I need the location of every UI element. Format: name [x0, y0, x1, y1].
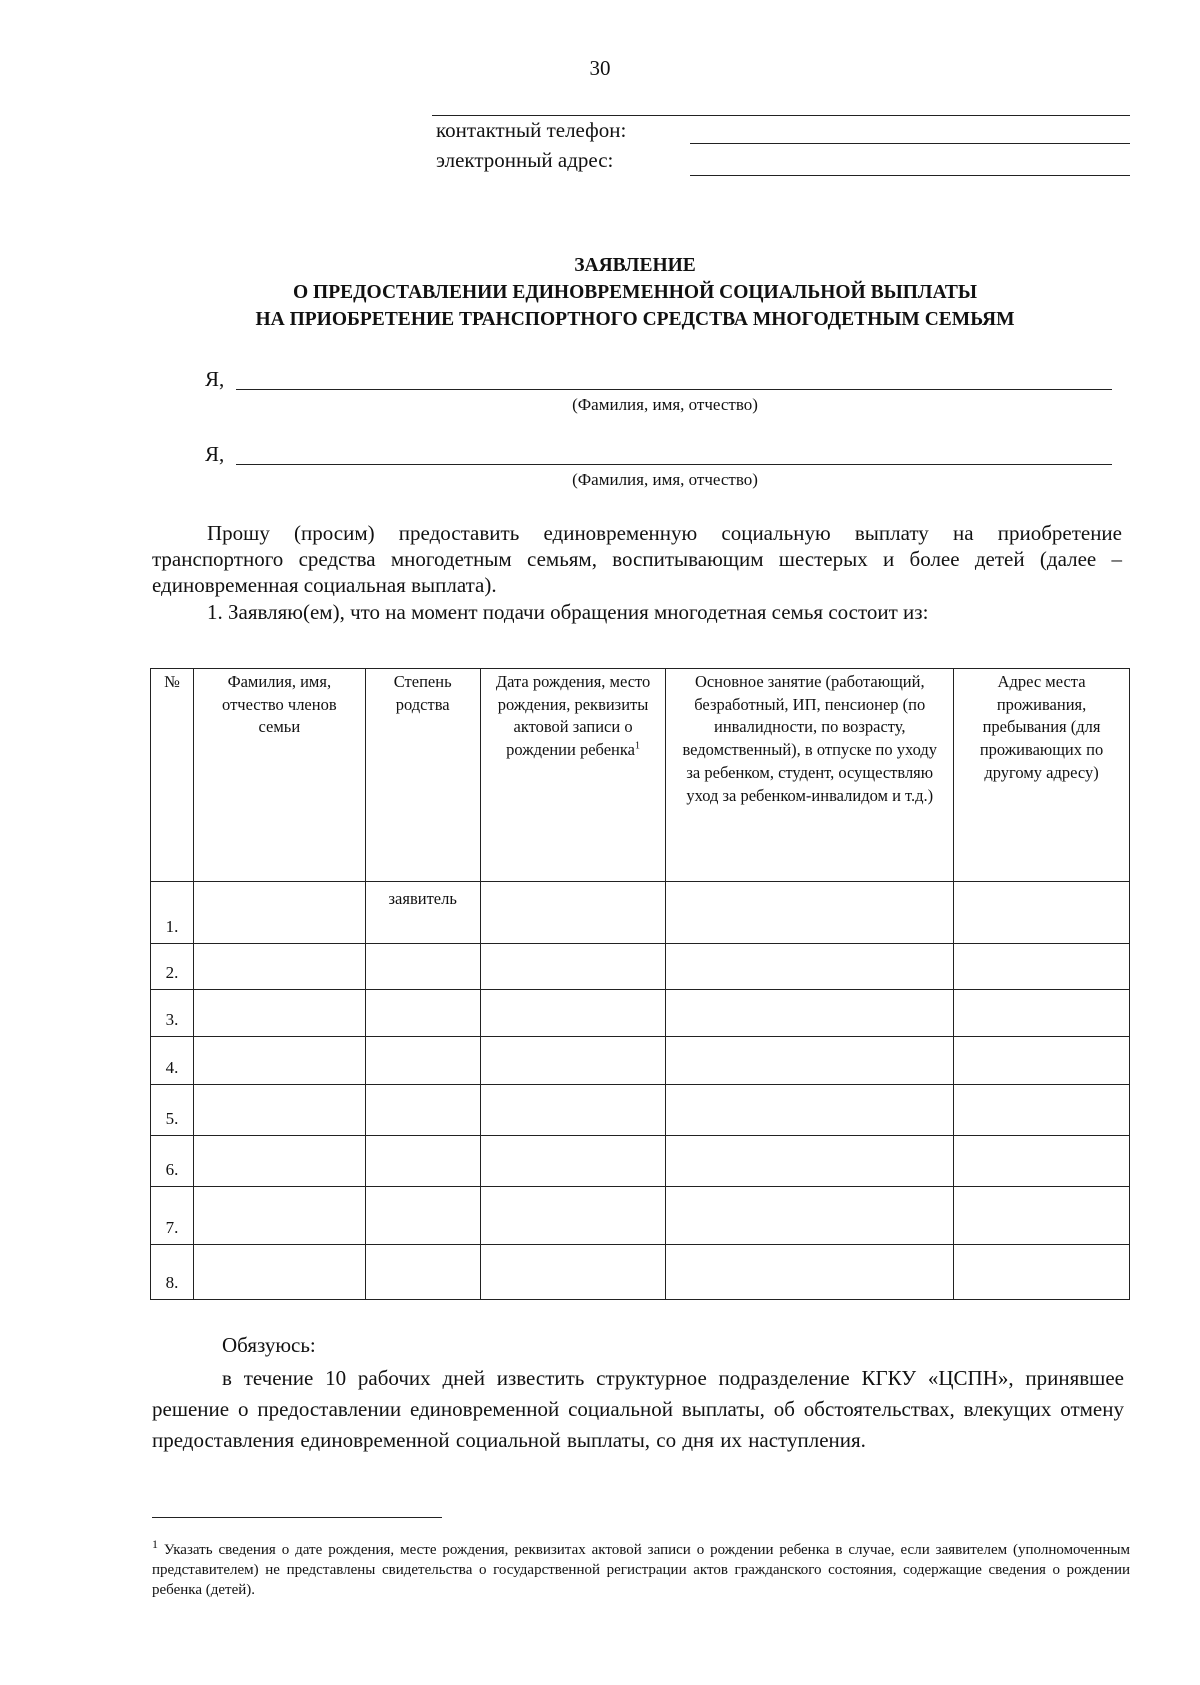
footnote-reference: 1	[634, 740, 640, 752]
cell-address[interactable]	[954, 1245, 1130, 1300]
table-row	[151, 1085, 1130, 1136]
row-number: 8.	[151, 1245, 194, 1300]
phone-label: контактный телефон:	[436, 118, 627, 142]
cell-birth-data[interactable]	[480, 1037, 666, 1085]
row-number: 6.	[151, 1136, 194, 1187]
cell-address[interactable]	[954, 1187, 1130, 1245]
title-line-3: НА ПРИОБРЕТЕНИЕ ТРАНСПОРТНОГО СРЕДСТВА МНОГОДЕТНЫМ СЕМЬЯМ	[255, 309, 1015, 330]
cell-relation[interactable]	[365, 1187, 480, 1245]
obligation-text	[152, 1363, 1124, 1456]
title-line-2: О ПРЕДОСТАВЛЕНИИ ЕДИНОВРЕМЕННОЙ СОЦИАЛЬНОЙ ВЫПЛАТЫ	[293, 282, 977, 303]
table-row	[151, 990, 1130, 1037]
row-number: 5.	[151, 1085, 194, 1136]
cell-full-name[interactable]	[193, 990, 365, 1037]
row-number: 3.	[151, 990, 194, 1037]
applicant-1-caption: (Фамилия, имя, отчество)	[572, 395, 758, 414]
header-number: №	[151, 669, 194, 882]
header-birth-data-text: Дата рождения, место рождения, реквизиты актовой записи о рождении ребенка	[495, 672, 651, 760]
email-label: электронный адрес:	[436, 148, 614, 172]
cell-full-name[interactable]	[193, 1245, 365, 1300]
cell-relation[interactable]	[365, 1136, 480, 1187]
cell-relation[interactable]	[365, 1245, 480, 1300]
applicant-2-name-field[interactable]	[236, 464, 1112, 465]
page-number: 30	[589, 56, 611, 80]
cell-full-name[interactable]	[193, 882, 365, 944]
table-row	[151, 944, 1130, 990]
request-paragraph: Прошу (просим) предоставить единовременную социальную выплату на приобретение транспортного средства многодетным семьям, воспитывающим шестерых и более детей (далее – единовременная социальная выплата).	[152, 521, 1122, 597]
cell-birth-data[interactable]	[480, 1136, 666, 1187]
table-row	[151, 1187, 1130, 1245]
header-birth-data	[480, 669, 666, 882]
cell-address[interactable]	[954, 882, 1130, 944]
cell-occupation[interactable]	[666, 990, 954, 1037]
title-line-1: ЗАЯВЛЕНИЕ	[574, 255, 696, 276]
cell-relation[interactable]	[365, 1085, 480, 1136]
obligation-heading: Обязуюсь:	[222, 1333, 316, 1357]
cell-full-name[interactable]	[193, 1085, 365, 1136]
cell-occupation[interactable]	[666, 1037, 954, 1085]
cell-full-name[interactable]	[193, 1187, 365, 1245]
table-row	[151, 1136, 1130, 1187]
cell-full-name[interactable]	[193, 944, 365, 990]
cell-address[interactable]	[954, 1136, 1130, 1187]
header-occupation: Основное занятие (работающий, безработный, ИП, пенсионер (по инвалидности, по возрасту, ведомственный), в отпуске по уходу за ребенком, студент, осуществляю уход за ребенком-инвалидом и т.д.)	[666, 669, 954, 882]
table-row	[151, 1037, 1130, 1085]
phone-field[interactable]	[690, 143, 1130, 144]
cell-occupation[interactable]	[666, 882, 954, 944]
cell-occupation[interactable]	[666, 944, 954, 990]
row-number: 7.	[151, 1187, 194, 1245]
table-row	[151, 882, 1130, 944]
cell-occupation[interactable]	[666, 1085, 954, 1136]
header-relation: Степень родства	[365, 669, 480, 882]
cell-relation[interactable]: заявитель	[365, 882, 480, 944]
cell-full-name[interactable]	[193, 1136, 365, 1187]
row-number: 1.	[151, 882, 194, 944]
email-field[interactable]	[690, 175, 1130, 176]
cell-occupation[interactable]	[666, 1245, 954, 1300]
cell-birth-data[interactable]	[480, 882, 666, 944]
document-title	[0, 252, 1200, 333]
cell-birth-data[interactable]	[480, 1245, 666, 1300]
cell-address[interactable]	[954, 1037, 1130, 1085]
cell-full-name[interactable]	[193, 1037, 365, 1085]
applicant-1-prefix: Я,	[205, 367, 225, 391]
family-members-table	[150, 668, 1130, 1300]
obligation-text-body: в течение 10 рабочих дней известить структурное подразделение КГКУ «ЦСПН», принявшее решение о предоставлении единовременной социальной выплаты, об обстоятельствах, влекущих отмену предоставления единовременной социальной выплаты, со дня их наступления.	[152, 1366, 1124, 1452]
applicant-1-name-field[interactable]	[236, 389, 1112, 390]
cell-address[interactable]	[954, 990, 1130, 1037]
row-number: 2.	[151, 944, 194, 990]
applicant-2-prefix: Я,	[205, 442, 225, 466]
cell-birth-data[interactable]	[480, 944, 666, 990]
table-header-row	[151, 669, 1130, 882]
header-full-name: Фамилия, имя, отчество членов семьи	[193, 669, 365, 882]
table-row	[151, 1245, 1130, 1300]
cell-birth-data[interactable]	[480, 990, 666, 1037]
cell-occupation[interactable]	[666, 1136, 954, 1187]
footnote-text: Указать сведения о дате рождения, месте рождения, реквизитах актовой записи о рождении ребенка в случае, если заявителем (уполномоченным представителем) не представлены свидетельства о государственной регистрации актов гражданского состояния, содержащие сведения о рождении ребенка (детей).	[152, 1542, 1130, 1598]
cell-relation[interactable]	[365, 1037, 480, 1085]
header-address: Адрес места проживания, пребывания (для проживающих по другому адресу)	[954, 669, 1130, 882]
row-number: 4.	[151, 1037, 194, 1085]
cell-relation[interactable]	[365, 990, 480, 1037]
cell-address[interactable]	[954, 1085, 1130, 1136]
footnote-divider	[152, 1517, 442, 1518]
cell-birth-data[interactable]	[480, 1187, 666, 1245]
declaration-line: 1. Заявляю(ем), что на момент подачи обращения многодетная семья состоит из:	[207, 600, 929, 624]
footnote-mark: 1	[152, 1537, 158, 1551]
applicant-2-caption: (Фамилия, имя, отчество)	[572, 470, 758, 489]
cell-address[interactable]	[954, 944, 1130, 990]
cell-birth-data[interactable]	[480, 1085, 666, 1136]
footnote	[152, 1537, 1130, 1600]
cell-occupation[interactable]	[666, 1187, 954, 1245]
cell-relation[interactable]	[365, 944, 480, 990]
signature-line	[432, 115, 1130, 116]
